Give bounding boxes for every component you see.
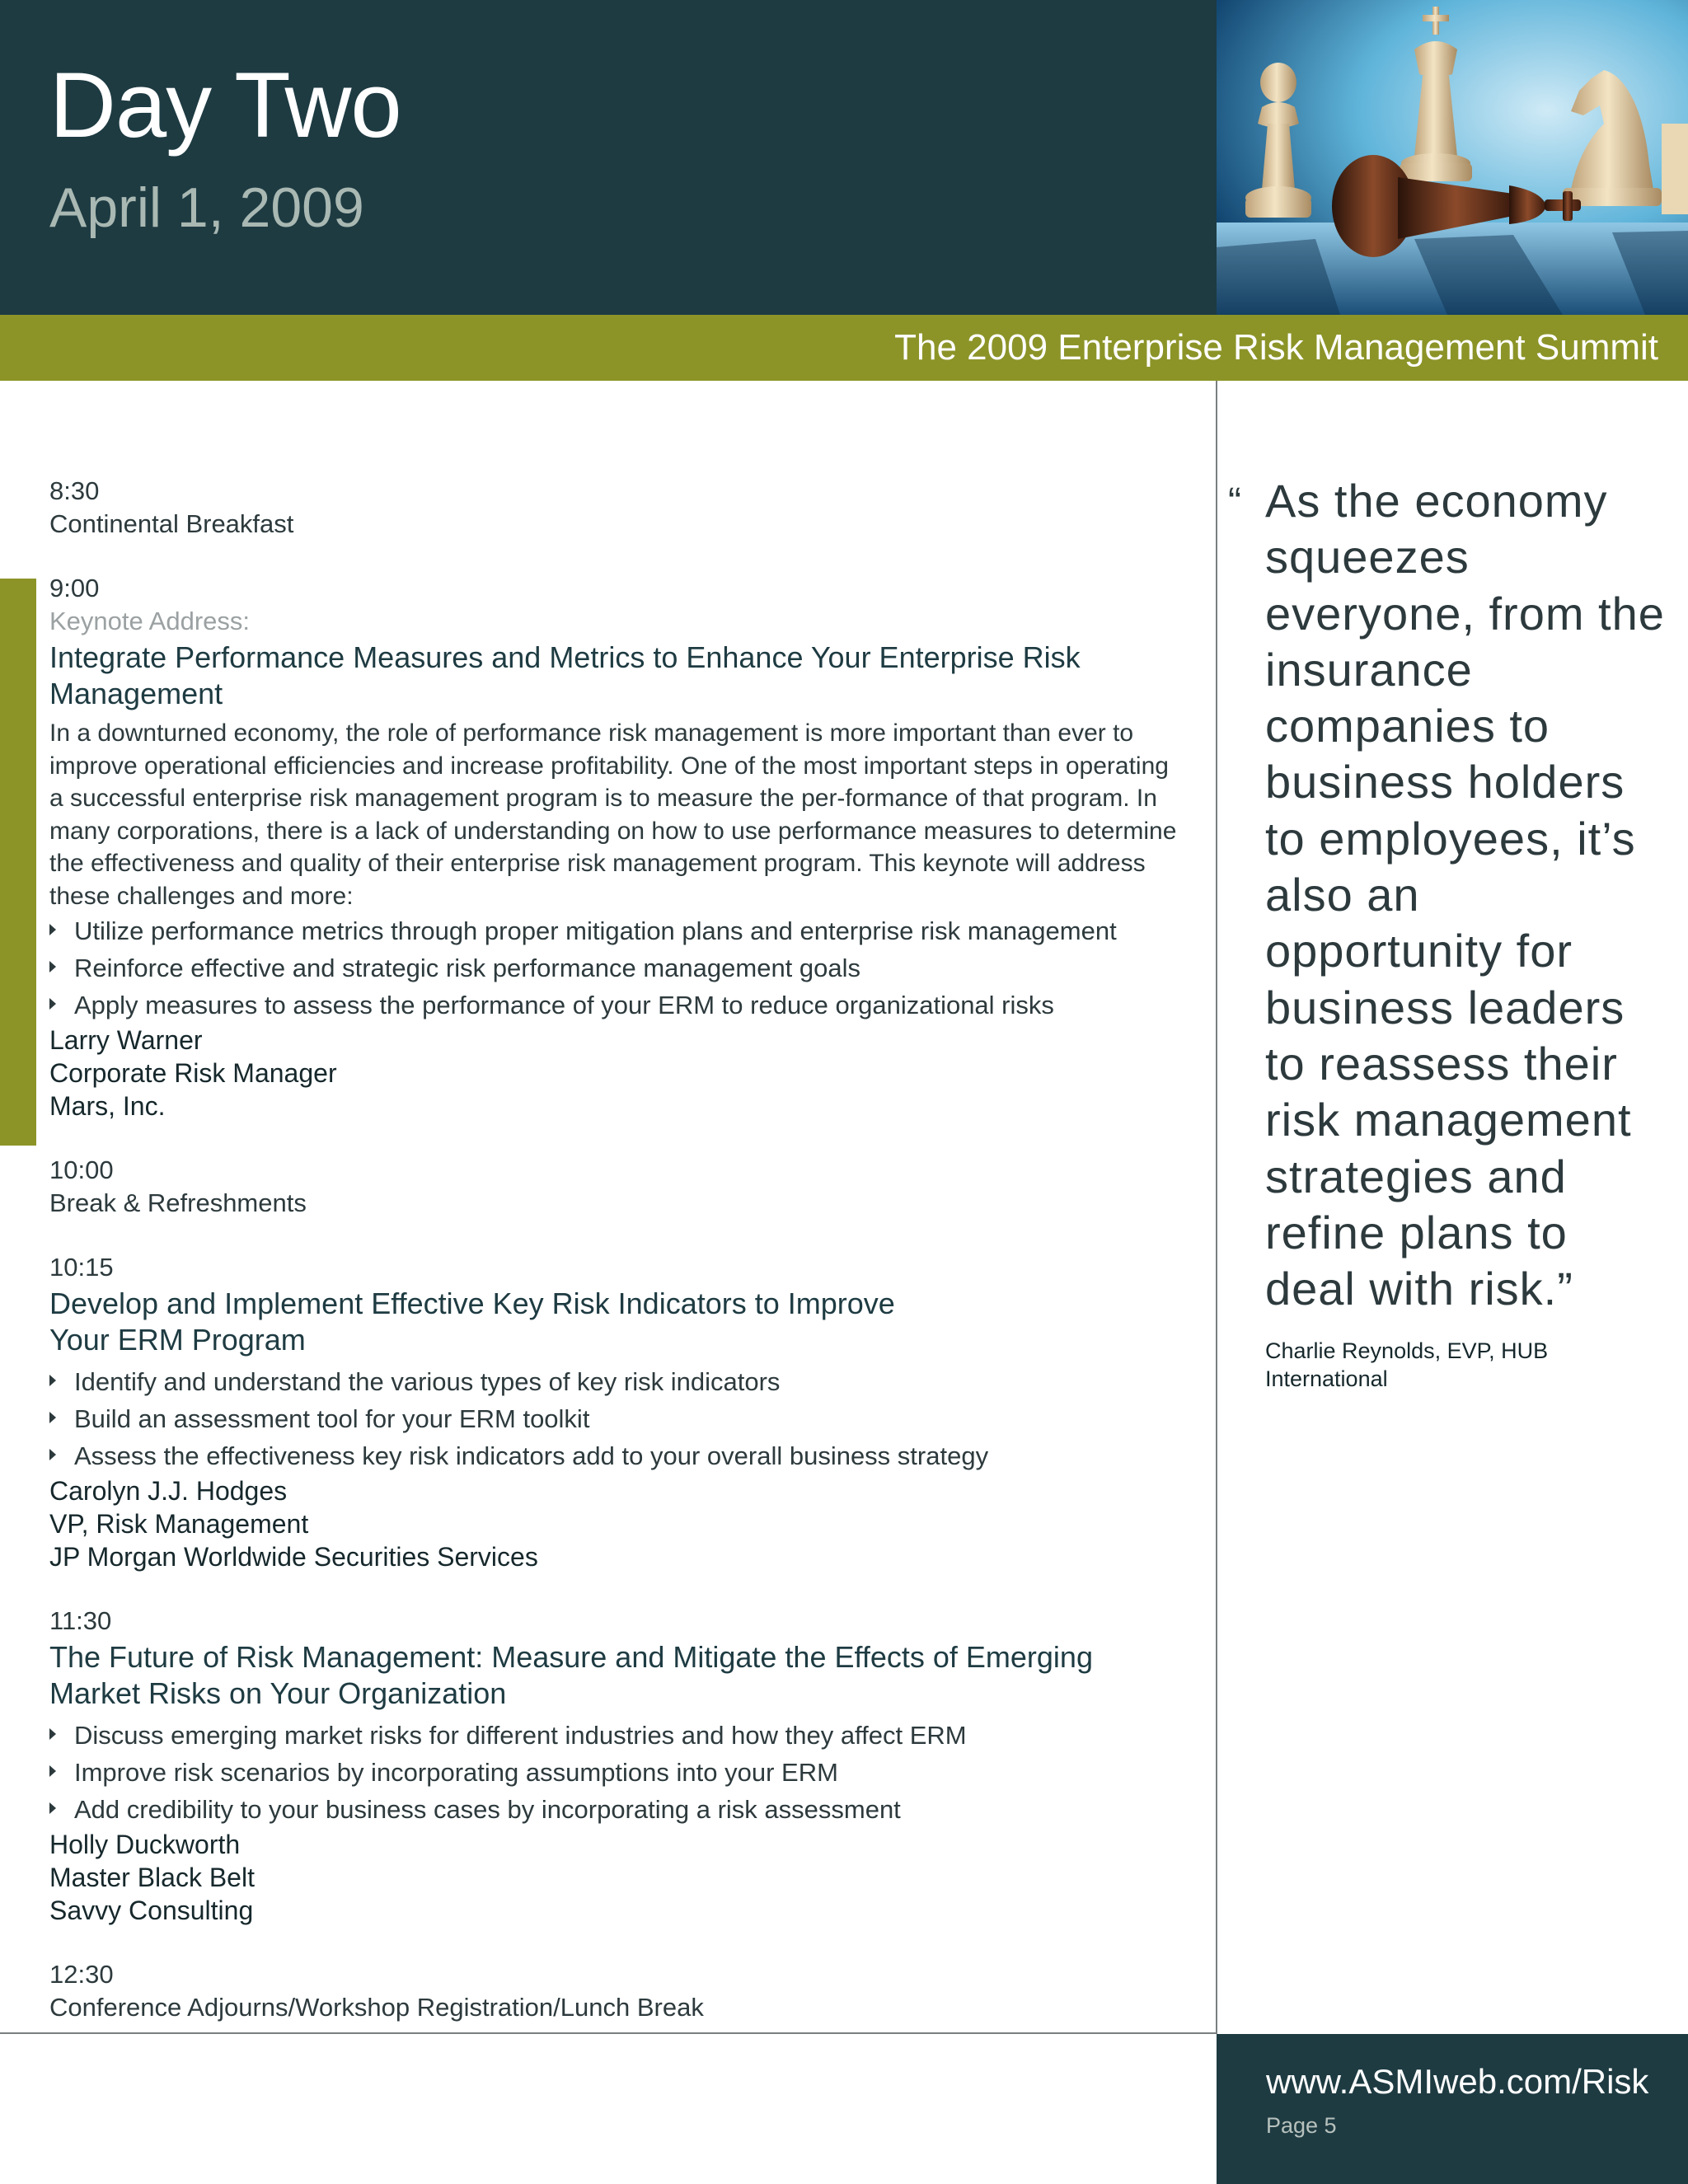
session-text: Conference Adjourns/Workshop Registration/Lunch Break (49, 1993, 704, 2022)
session-time: 10:15 (49, 1253, 114, 1282)
list-item (49, 1400, 1187, 1437)
session-breakfast (49, 475, 1187, 541)
list-item (49, 1791, 1187, 1828)
speaker-role: Master Black Belt (49, 1863, 255, 1892)
speaker-name: Carolyn J.J. Hodges (49, 1476, 288, 1506)
list-item (49, 1437, 1187, 1474)
bullet-triangle-icon (49, 924, 56, 935)
session-title: Develop and Implement Effective Key Risk Indicators to Improve Your ERM Program (49, 1286, 895, 1357)
speaker-role: VP, Risk Management (49, 1509, 309, 1539)
session-time: 12:30 (49, 1960, 114, 1989)
quote-attribution: Charlie Reynolds, EVP, HUB International (1265, 1338, 1549, 1391)
bullet-text: Discuss emerging market risks for different industries and how they affect ERM (74, 1721, 967, 1750)
bullet-text: Add credibility to your business cases by incorporating a risk assessment (74, 1795, 901, 1824)
session-kri (49, 1251, 1187, 1573)
bullet-text: Build an assessment tool for your ERM toolkit (74, 1404, 590, 1433)
speaker-org: Savvy Consulting (49, 1896, 254, 1925)
bullet-text: Apply measures to assess the performance of your ERM to reduce organizational risks (74, 991, 1054, 1019)
bullet-text: Assess the effectiveness key risk indicators add to your overall business strategy (74, 1441, 989, 1470)
session-time: 11:30 (49, 1606, 112, 1635)
bullet-triangle-icon (49, 1765, 56, 1777)
session-time: 10:00 (49, 1155, 114, 1184)
header-panel (0, 0, 1217, 315)
bullet-triangle-icon (49, 1412, 56, 1423)
session-time: 8:30 (49, 476, 100, 505)
bullet-list (49, 1363, 1187, 1474)
session-time: 9:00 (49, 574, 100, 602)
bullet-list (49, 1717, 1187, 1828)
session-description: In a downturned economy, the role of performance risk management is more important than ever to improve operational efficiencies and increase profitability. One of the most important steps in operating a successful enterprise risk management program is to measure the per-formance of that program. In many corporations, there is a lack of understanding on how to use performance measures to determine the effectiveness and quality of their enterprise risk management program. This keynote will address these challenges and more: (49, 719, 1177, 910)
page-title: Day Two (49, 54, 401, 157)
bullet-triangle-icon (49, 1728, 56, 1740)
bullet-triangle-icon (49, 1375, 56, 1386)
page-number: Page 5 (1266, 2113, 1337, 2138)
list-item (49, 987, 1187, 1024)
speaker-name: Holly Duckworth (49, 1830, 241, 1859)
session-keynote (49, 572, 1187, 1122)
agenda (49, 475, 1187, 2055)
session-future (49, 1605, 1187, 1927)
speaker-org: Mars, Inc. (49, 1091, 166, 1121)
session-adjourn (49, 1958, 1187, 2024)
speaker-name: Larry Warner (49, 1025, 203, 1055)
bullet-triangle-icon (49, 1802, 56, 1814)
session-break (49, 1154, 1187, 1220)
bullet-text: Reinforce effective and strategic risk performance management goals (74, 954, 861, 982)
bullet-triangle-icon (49, 1449, 56, 1460)
bullet-text: Identify and understand the various types of key risk indicators (74, 1367, 781, 1396)
bullet-triangle-icon (49, 998, 56, 1010)
list-item (49, 1754, 1187, 1791)
chess-hero-image (1217, 0, 1688, 315)
summit-banner (0, 315, 1688, 381)
speaker-org: JP Morgan Worldwide Securities Services (49, 1542, 538, 1572)
list-item (49, 1363, 1187, 1400)
website-link[interactable]: www.ASMIweb.com/Risk (1266, 2062, 1649, 2101)
event-date: April 1, 2009 (49, 176, 364, 239)
session-text: Continental Breakfast (49, 509, 294, 538)
list-item (49, 949, 1187, 987)
column-divider (1216, 381, 1217, 2034)
open-quote-mark: “ (1228, 480, 1241, 524)
bullet-list (49, 912, 1187, 1024)
bullet-triangle-icon (49, 961, 56, 972)
footer-panel (1217, 2034, 1688, 2184)
bullet-text: Improve risk scenarios by incorporating assumptions into your ERM (74, 1758, 838, 1787)
session-title: Integrate Performance Measures and Metrics to Enhance Your Enterprise Risk Management (49, 640, 1081, 710)
keynote-accent-bar (0, 579, 36, 1146)
session-text: Break & Refreshments (49, 1188, 307, 1217)
summit-name: The 2009 Enterprise Risk Management Summit (894, 327, 1658, 368)
list-item (49, 912, 1187, 949)
pull-quote: As the economy squeezes everyone, from the insurance companies to business holders to employees, it’s also an opportunity for business leaders to reassess their risk management strategies and refine plans to deal with risk.” (1265, 475, 1665, 1315)
session-title: The Future of Risk Management: Measure and Mitigate the Effects of Emerging Market Risks on Your Organization (49, 1640, 1093, 1710)
list-item (49, 1717, 1187, 1754)
speaker-role: Corporate Risk Manager (49, 1058, 337, 1088)
bullet-text: Utilize performance metrics through proper mitigation plans and enterprise risk management (74, 916, 1117, 945)
keynote-label: Keynote Address: (49, 607, 250, 635)
